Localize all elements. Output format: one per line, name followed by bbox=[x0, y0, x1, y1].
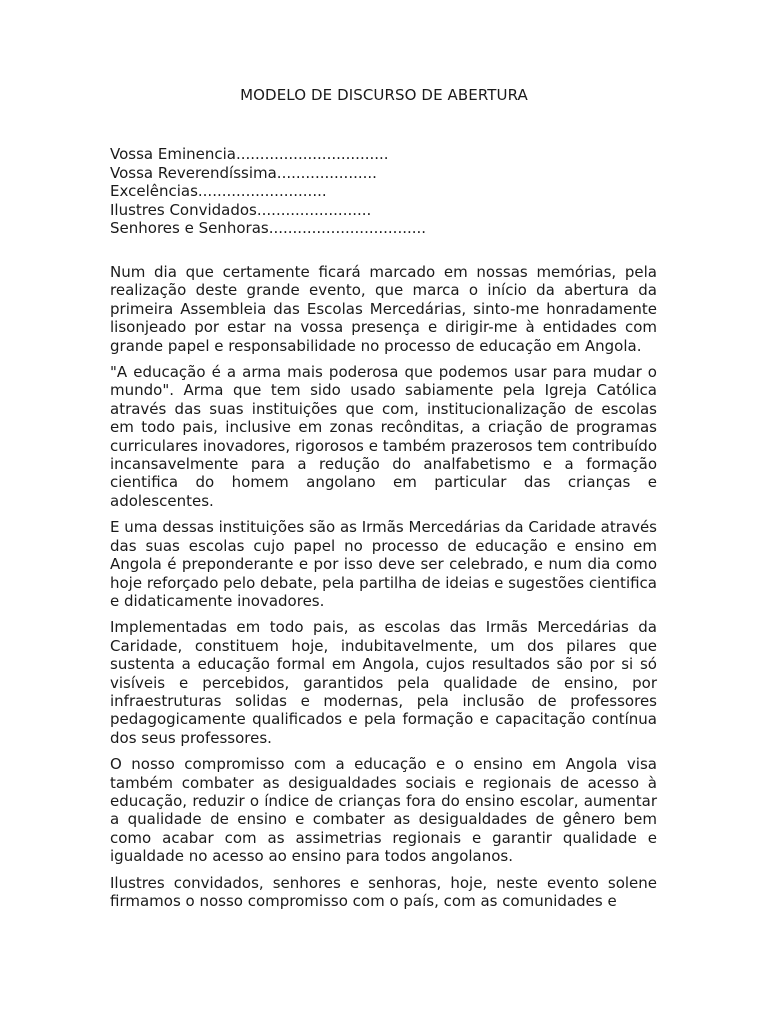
document-title: MODELO DE DISCURSO DE ABERTURA bbox=[240, 86, 528, 104]
paragraph-schools: Implementadas em todo pais, as escolas das Irmãs Mercedárias da Caridade, constituem hoje, indubitavelmente, um dos pilares que sustenta a educação formal em Angola, cujos resultados são por si só visíveis e percebidos, garantidos pela qualidade de ensino, por infraestruturas solidas e modernas, pela inclusão de professores pedagogicamente qualificados e pela formação e capacitação contínua dos seus professores. bbox=[110, 618, 657, 747]
paragraph-education-quote: "A educação é a arma mais poderosa que podemos usar para mudar o mundo". Arma que tem sido usado sabiamente pela Igreja Católica através das suas instituições que com, institucionalização de escolas em todo pais, inclusive em zonas recônditas, a criação de programas curriculares inovadores, rigorosos e também prazerosos tem contribuído incansavelmente para a redução do analfabetismo e a formação cientifica do homem angolano em particular das crianças e adolescentes. bbox=[110, 363, 657, 510]
paragraph-commitment: O nosso compromisso com a educação e o ensino em Angola visa também combater as desigualdades sociais e regionais de acesso à educação, reduzir o índice de crianças fora do ensino escolar, aumentar a qualidade de ensino e combater as desigualdades de gênero bem como acabar com as assimetrias regionais e garantir qualidade e igualdade no acesso ao ensino para todos angolanos. bbox=[110, 755, 657, 866]
salutation-line: Senhores e Senhoras................................. bbox=[110, 219, 427, 237]
salutation-line: Ilustres Convidados........................ bbox=[110, 200, 372, 219]
speech-body bbox=[110, 263, 657, 918]
paragraph-mercedarian-sisters: E uma dessas instituições são as Irmãs Mercedárias da Caridade através das suas escolas cujo papel no processo de educação e ensino em Angola é preponderante e por isso deve ser celebrado, e num dia como hoje reforçado pelo debate, pela partilha de ideias e sugestões cientifica e didaticamente inovadores. bbox=[110, 518, 657, 610]
salutation-line: Vossa Eminencia................................ bbox=[110, 145, 389, 163]
salutation-line: Vossa Reverendíssima..................... bbox=[110, 163, 377, 182]
paragraph-closing: Ilustres convidados, senhores e senhoras, hoje, neste evento solene firmamos o nosso compromisso com o país, com as comunidades e bbox=[110, 873, 657, 910]
paragraph-opening: Num dia que certamente ficará marcado em nossas memórias, pela realização deste grande evento, que marca o início da abertura da primeira Assembleia das Escolas Mercedárias, sinto-me honradamente lisonjeado por estar na vossa presença e dirigir-me à entidades com grande papel e responsabilidade no processo de educação em Angola. bbox=[110, 263, 657, 355]
salutation-block bbox=[110, 145, 658, 238]
salutation-line: Excelências........................... bbox=[110, 182, 327, 200]
